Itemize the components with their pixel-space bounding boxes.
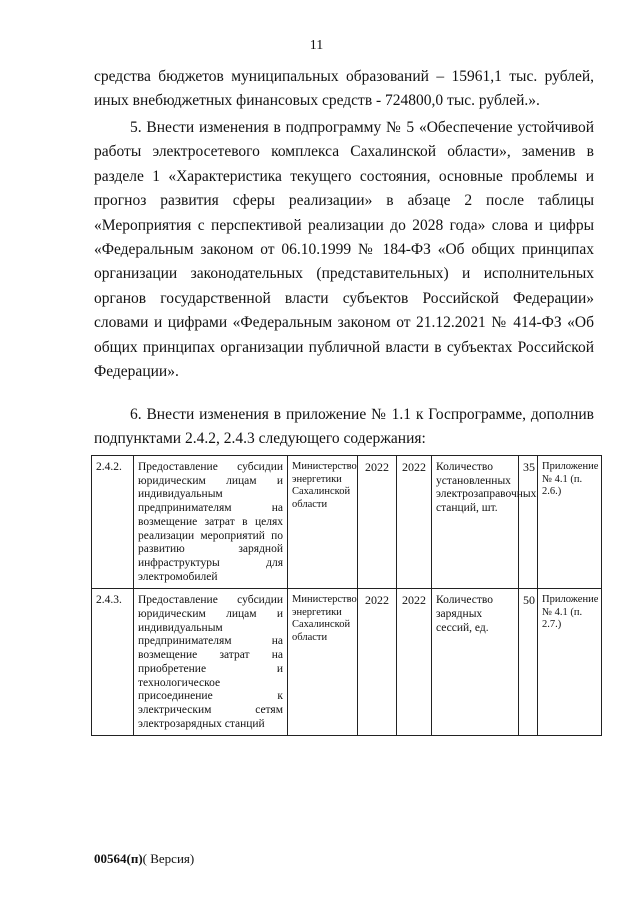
- end-year: 2022: [397, 589, 432, 736]
- paragraph-item-6: 6. Внести изменения в приложение № 1.1 к Госпрограмме, дополнив подпунктами 2.4.2, 2.4.3 следующего содержания:: [94, 406, 594, 448]
- document-version: ( Версия): [142, 851, 195, 866]
- indicator: Количество установленных электрозаправочных станций, шт.: [432, 456, 519, 589]
- appendix-reference: Приложение № 4.1 (п. 2.7.): [538, 589, 602, 736]
- start-year: 2022: [358, 456, 397, 589]
- indicator: Количество зарядных сессий, ед.: [432, 589, 519, 736]
- document-footer: [94, 851, 194, 867]
- measure-description: Предоставление субсидии юридическим лицам и индивидуальным предпринимателям на возмещение затрат на приобретение и технологическое присоединение к электрическим сетям электрозарядных станций: [134, 589, 288, 736]
- indicator-value: 50: [519, 589, 538, 736]
- paragraph-item-5: 5. Внести изменения в подпрограмму № 5 «Обеспечение устойчивой работы электросетевого комплекса Сахалинской области», заменив в разделе 1 «Характеристика текущего состояния, основные проблемы и прогноз развития сферы реализации» в абзаце 2 после таблицы «Мероприятия с перспективой реализации до 2028 года» слова и цифры «Федеральным законом от 06.10.1999 № 184-ФЗ «Об общих принципах организации законодательных (представительных) и исполнительных органов государственной власти субъектов Российской Федерации» словами и цифрами «Федеральным законом от 21.12.2021 № 414-ФЗ «Об общих принципах организации публичной власти в субъектах Российской Федерации».: [94, 119, 594, 381]
- table-row: [92, 589, 602, 736]
- paragraph-budget-sources: средства бюджетов муниципальных образований – 15961,1 тыс. рублей, иных внебюджетных финансовых средств - 724800,0 тыс. рублей.».: [94, 68, 594, 110]
- row-number: 2.4.2.: [92, 456, 134, 589]
- measures-table: [91, 455, 602, 736]
- indicator-value: 35: [519, 456, 538, 589]
- executor: Министерство энергетики Сахалинской области: [288, 456, 358, 589]
- page-number: 11: [309, 38, 324, 53]
- end-year: 2022: [397, 456, 432, 589]
- start-year: 2022: [358, 589, 397, 736]
- measure-description: Предоставление субсидии юридическим лицам и индивидуальным предпринимателям на возмещение затрат в целях реализации мероприятий по развитию зарядной инфраструктуры для электромобилей: [134, 456, 288, 589]
- row-number: 2.4.3.: [92, 589, 134, 736]
- document-code: 00564(п): [94, 851, 143, 866]
- appendix-reference: Приложение № 4.1 (п. 2.6.): [538, 456, 602, 589]
- table-row: [92, 456, 602, 589]
- executor: Министерство энергетики Сахалинской области: [288, 589, 358, 736]
